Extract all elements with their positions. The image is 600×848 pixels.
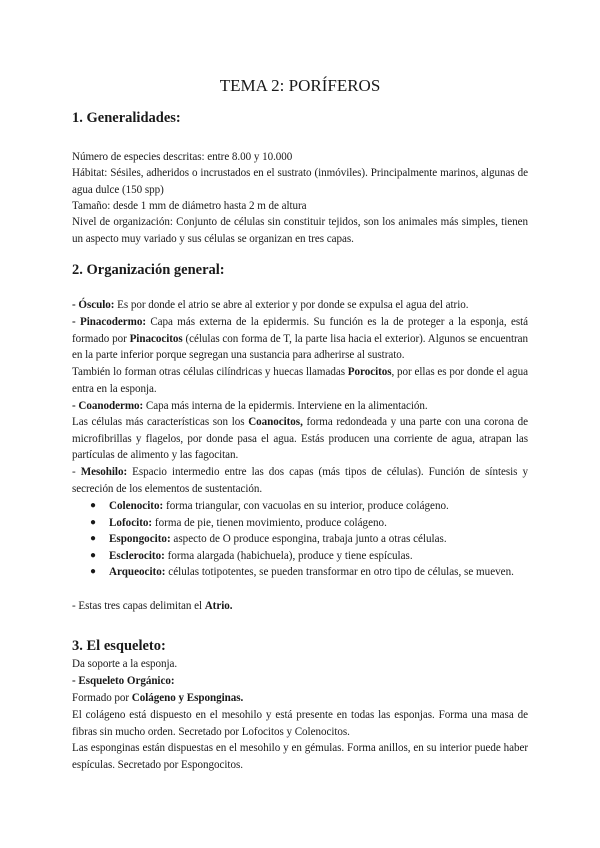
coanodermo-term: Coanodermo:: [78, 400, 144, 412]
formado-paragraph: [72, 690, 528, 707]
tamano-line: Tamaño: desde 1 mm de diámetro hasta 2 m de altura: [72, 200, 307, 212]
document-title: TEMA 2: PORÍFEROS: [219, 76, 381, 95]
coanocitos-text-2: forma redondeada y una parte con una corona de microfibrillas y flagelos, por donde pasa el agua. Estás producen una corriente de agua, atrapan las partículas de alimento y las fagocitan.: [72, 416, 528, 462]
arqueocito-text: células totipotentes, se pueden transformar en otro tipo de células, se mueven.: [165, 566, 514, 579]
bullet-icon: ●: [90, 566, 97, 578]
list-item: [72, 564, 528, 581]
osculo-paragraph: [72, 297, 528, 314]
pinacodermo-term: Pinacodermo:: [80, 316, 146, 328]
mesohilo-paragraph: [72, 464, 528, 497]
bullet-icon: ●: [90, 533, 97, 545]
mesohilo-term: Mesohilo:: [80, 466, 128, 478]
lofocito-text: forma de pie, tienen movimiento, produce colágeno.: [152, 516, 387, 529]
list-item: [72, 498, 528, 515]
list-item: [72, 515, 528, 532]
coanodermo-text: Capa más interna de la epidermis. Interviene en la alimentación.: [143, 400, 428, 412]
list-item: [72, 548, 528, 565]
bullet-icon: ●: [90, 500, 97, 511]
organico-term: - Esqueleto Orgánico:: [72, 675, 175, 687]
pinacocitos-text: (células con forma de T, la parte lisa hacia el exterior). Algunos se encuentran en la parte inferior porque segregan una sustancia para adherirse al sustrato.: [72, 332, 528, 362]
espongocito-text: aspecto de O produce espongina, trabaja junto a otras células.: [170, 533, 447, 546]
formado-term: Colágeno y Esponginas.: [131, 692, 244, 704]
arqueocito-term: Arqueocito:: [109, 566, 166, 579]
coanocitos-term: Coanocitos,: [248, 416, 303, 428]
atrio-term: Atrio.: [204, 600, 233, 612]
pinacodermo-paragraph: [72, 314, 528, 364]
lofocito-term: Lofocito:: [109, 516, 153, 529]
bullet-icon: ●: [90, 549, 97, 561]
section-2-heading: 2. Organización general:: [72, 262, 225, 278]
list-item: [72, 531, 528, 548]
espongocito-term: Espongocito:: [109, 533, 171, 546]
coanocitos-paragraph: [72, 414, 528, 464]
porocitos-paragraph: [72, 364, 528, 397]
pinacocitos-term: Pinacocitos: [129, 332, 183, 345]
section-3-heading: 3. El esqueleto:: [72, 638, 166, 654]
colenocito-term: Colenocito:: [109, 500, 164, 512]
osculo-dash: -: [72, 299, 79, 311]
esqueleto-intro: Da soporte a la esponja.: [72, 658, 178, 670]
mesohilo-dash: -: [72, 466, 81, 478]
colenocito-text: forma triangular, con vacuolas en su interior, produce colágeno.: [163, 500, 449, 512]
porocitos-text-2: , por ellas es por donde el agua entra en la esponja.: [72, 366, 528, 395]
coanodermo-dash: -: [72, 400, 79, 412]
esponginas-paragraph: Las esponginas están dispuestas en el mesohilo y en gémulas. Forma anillos, en su interior puede haber espículas. Secretado por Espongocitos.: [72, 742, 528, 771]
habitat-line: Hábitat: Sésiles, adheridos o incrustados en el sustrato (inmóviles). Principalmente marinos, algunas de agua dulce (150 spp): [72, 167, 528, 196]
osculo-text: Es por donde el atrio se abre al exterior y por donde se expulsa el agua del atrio.: [114, 299, 469, 311]
esclerocito-text: forma alargada (habichuela), produce y tiene espículas.: [164, 549, 413, 562]
section-1-heading: 1. Generalidades:: [72, 110, 181, 126]
nivel-line: Nivel de organización: Conjunto de células sin constituir tejidos, son los animales más simples, tienen un aspecto muy variado y sus células se organizan en tres capas.: [72, 216, 528, 245]
cell-types-list: [72, 498, 528, 581]
mesohilo-text: Espacio intermedio entre las dos capas (más tipos de células). Función de síntesis y secreción de los elementos de sustentación.: [72, 466, 528, 495]
especies-line: Número de especies descritas: entre 8.00 y 10.000: [72, 151, 293, 163]
bullet-icon: ●: [90, 516, 97, 528]
porocitos-term: Porocitos: [347, 366, 392, 378]
porocitos-text-1: También lo forman otras células cilíndricas y huecas llamadas: [72, 366, 348, 378]
coanodermo-paragraph: [72, 398, 528, 415]
organico-heading: [72, 673, 528, 690]
coanocitos-text-1: Las células más características son los: [72, 416, 249, 428]
esclerocito-term: Esclerocito:: [109, 549, 165, 562]
pinacodermo-text: Capa más externa de la epidermis. Su función es la de proteger a la esponja, está formado por: [72, 316, 528, 345]
atrio-paragraph: [72, 598, 528, 615]
colageno-paragraph: El colágeno está dispuesto en el mesohilo y está presente en todas las esponjas. Forma una masa de fibras sin mucho orden. Secretado por Lofocitos y Colenocitos.: [72, 709, 528, 738]
formado-text: Formado por: [72, 692, 132, 704]
osculo-term: Ósculo:: [78, 299, 115, 311]
atrio-text: - Estas tres capas delimitan el: [72, 600, 205, 612]
pinacodermo-dash: -: [72, 316, 81, 328]
